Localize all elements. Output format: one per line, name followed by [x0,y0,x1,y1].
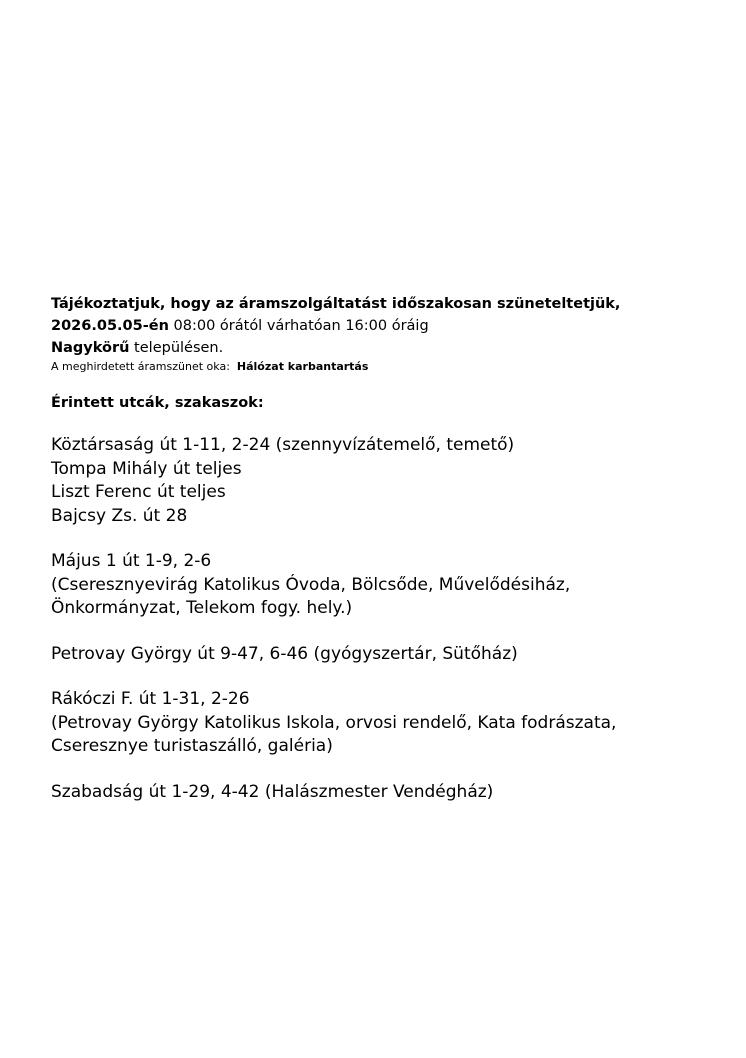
notice-town-line [51,337,721,359]
notice-intro: Tájékoztatjuk, hogy az áramszolgáltatást időszakosan szüneteltetjük, [51,296,621,312]
street-line: Önkormányzat, Telekom fogy. hely.) [51,598,353,618]
street-line: Tompa Mihály út teljes [51,458,242,479]
street-group [51,550,731,621]
town-name: Nagykörű [51,340,130,356]
street-line: Rákóczi F. út 1-31, 2-26 [51,689,250,709]
affected-streets-list [51,434,731,826]
town-suffix: településen. [129,340,224,356]
street-line: (Petrovay György Katolikus Iskola, orvosi rendelő, Kata fodrászata, [51,712,617,733]
street-group [51,781,731,805]
street-group [51,643,731,667]
street-line: Liszt Ferenc út teljes [51,482,226,502]
reason-label: A meghirdetett áramszünet oka: [51,360,230,373]
outage-notice [51,293,721,375]
reason-value: Hálózat karbantartás [236,360,369,373]
notice-date-line [51,315,721,337]
street-line: Köztársaság út 1-11, 2-24 (szennyvízátemelő, temető) [51,435,515,455]
street-line: Petrovay György út 9-47, 6-46 (gyógyszertár, Sütőház) [51,643,518,664]
street-line: Bajcsy Zs. út 28 [51,505,188,526]
street-line: Május 1 út 1-9, 2-6 [51,551,212,571]
street-group [51,688,731,759]
street-line: Cseresznye turistaszálló, galéria) [51,736,333,756]
outage-date: 2026.05.05-én [51,318,169,334]
street-group [51,434,731,528]
street-line: Szabadság út 1-29, 4-42 (Halászmester Vendégház) [51,781,494,802]
outage-reason-line [51,359,721,375]
street-line: (Cseresznyevirág Katolikus Óvoda, Bölcsőde, Művelődésiház, [51,574,571,595]
outage-time: 08:00 órától várhatóan 16:00 óráig [168,318,429,334]
affected-streets-heading: Érintett utcák, szakaszok: [51,395,264,411]
